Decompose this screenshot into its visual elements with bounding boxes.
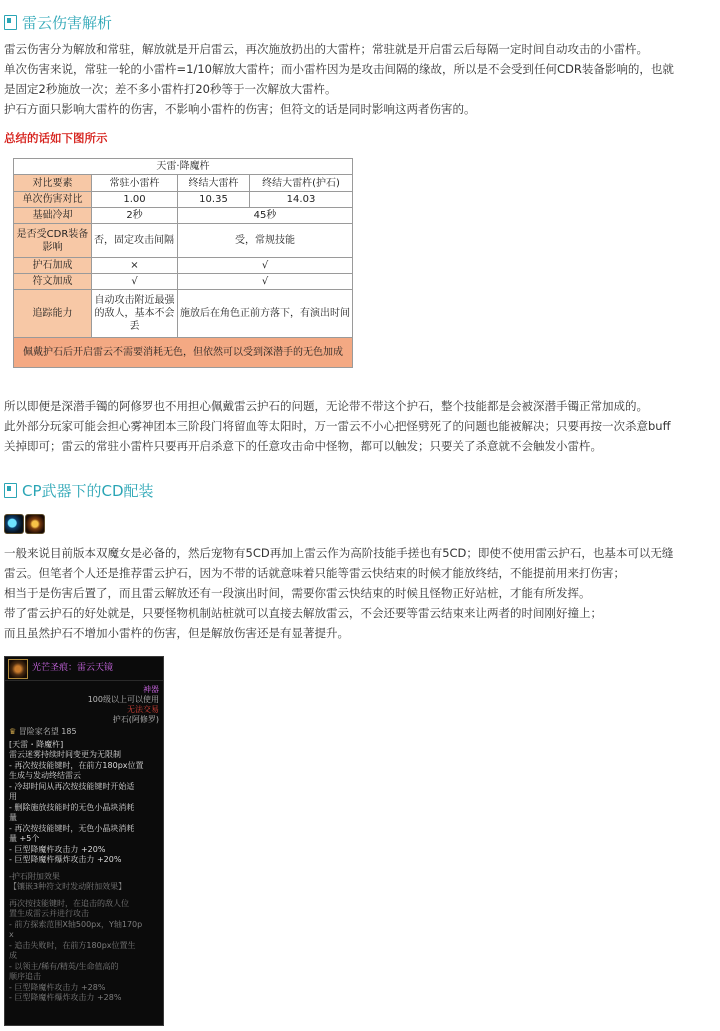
paragraph-line: 所以即便是深潜手镯的阿修罗也不用担心佩戴雷云护石的问题，无论带不带这个护石，整个技能都是会被深潜手镯正常加成的。 xyxy=(4,399,648,413)
tooltip-line: - 前方探索范围X轴500px，Y轴170p xyxy=(9,919,143,929)
tooltip-line: 量 xyxy=(9,813,17,822)
table-row-label: 基础冷却 xyxy=(14,208,92,224)
tooltip-line: 顺序追击 xyxy=(9,972,41,981)
blue-orb-item-icon xyxy=(4,514,24,534)
paragraph-block-2 xyxy=(4,396,716,456)
skill-comparison-table xyxy=(13,158,353,368)
tooltip-line: 生成与发动终结雷云 xyxy=(9,771,81,780)
paragraph-line: 带了雷云护石的好处就是，只要怪物机制站桩就可以直接去解放雷云，不会还要等雷云结束来让两者的时间刚好撞上； xyxy=(4,606,602,620)
item-tooltip xyxy=(4,656,164,1026)
tooltip-line: - 冷却时间从再次按技能键时开始适 xyxy=(9,781,135,791)
table-cell: √ xyxy=(178,258,353,274)
paragraph-line: 雷云伤害分为解放和常驻，解放就是开启雷云，再次施放扔出的大雷杵；常驻就是开启雷云后每隔一定时间自动攻击的小雷杵。 xyxy=(4,42,648,56)
tooltip-line: - 巨型降魔杵爆炸攻击力 +20% xyxy=(9,855,122,864)
table-cell: 自动攻击附近最强的敌人，基本不会丢 xyxy=(92,290,178,338)
item-name: 光芒圣痕：雷云天镜 xyxy=(32,663,114,674)
table-cell: 45秒 xyxy=(178,208,353,224)
tooltip-line: 置生成雷云并进行攻击 xyxy=(9,909,89,918)
table-cell: 10.35 xyxy=(178,192,250,208)
paragraph-block-1 xyxy=(4,39,716,119)
paragraph-line: 是固定2秒施放一次；差不多小雷杵打20秒等于一次解放大雷杵。 xyxy=(4,82,337,96)
table-header: 终结大雷杵(护石) xyxy=(250,175,353,192)
fame-icon: ♛ xyxy=(9,727,17,736)
table-row-label: 单次伤害对比 xyxy=(14,192,92,208)
tooltip-line: 成 xyxy=(9,951,17,960)
paragraph-line: 一般来说目前版本双魔女是必备的，然后宠物有5CD再加上雷云作为高阶技能手搓也有5CD；即使不使用雷云护石，也基本可以无缝 xyxy=(4,546,674,560)
tooltip-line: -护石附加效果 xyxy=(9,871,60,881)
paragraph-line: 单次伤害来说，常驻一轮的小雷杵=1/10解放大雷杵；而小雷杵因为是攻击间隔的缘故，所以是不会受到任何CDR装备影响的，也就 xyxy=(4,62,674,76)
table-header: 常驻小雷杵 xyxy=(92,175,178,192)
tooltip-line: 雷云迷雾持续时间变更为无限制 xyxy=(9,750,121,759)
section-title-text: 雷云伤害解析 xyxy=(22,14,113,32)
tooltip-line: - 删除施放技能时的无色小晶块消耗 xyxy=(9,802,135,812)
tooltip-line: - 巨型降魔杵爆炸攻击力 +28% xyxy=(9,993,122,1002)
tooltip-line: - 追击失败时，在前方180px位置生 xyxy=(9,940,136,950)
table-cell: 14.03 xyxy=(250,192,353,208)
paragraph-line: 关掉即可；雷云的常驻小雷杵只要再开启杀意下的任意攻击命中怪物，都可以触发；只要关了杀意就不会触发小雷杵。 xyxy=(4,439,602,453)
tooltip-line: 再次按技能键时，在追击的敌人位 xyxy=(9,898,129,908)
table-row-label: 护石加成 xyxy=(14,258,92,274)
table-cell: 1.00 xyxy=(92,192,178,208)
tooltip-line: - 再次按技能键时，在前方180px位置 xyxy=(9,760,144,770)
tooltip-line: - 巨型降魔杵攻击力 +20% xyxy=(9,844,106,854)
table-cell: 施放后在角色正前方落下，有演出时间 xyxy=(178,290,353,338)
table-cell: √ xyxy=(92,274,178,290)
paragraph-line: 雷云。但笔者个人还是推荐雷云护石，因为不带的话就意味着只能等雷云快结束的时候才能放终结，不能提前用来打伤害； xyxy=(4,566,625,580)
table-note: 佩戴护石后开启雷云不需要消耗无色，但依然可以受到深潜手的无色加成 xyxy=(14,338,353,368)
table-cell: 否，固定攻击间隔 xyxy=(92,224,178,258)
tooltip-line: 用 xyxy=(9,792,17,801)
item-trade-status: 无法交易 xyxy=(127,705,159,714)
table-cell: 2秒 xyxy=(92,208,178,224)
tooltip-line: x xyxy=(9,930,14,939)
document-icon xyxy=(4,15,17,30)
table-header: 对比要素 xyxy=(14,175,92,192)
table-cell: √ xyxy=(178,274,353,290)
table-cell: 受，常规技能 xyxy=(178,224,353,258)
summary-highlight: 总结的话如下图所示 xyxy=(4,131,108,145)
table-row-label: 追踪能力 xyxy=(14,290,92,338)
tooltip-line: 量 +5个 xyxy=(9,834,40,843)
section-title-text: CP武器下的CD配装 xyxy=(22,482,154,500)
tooltip-line: - 以领主/稀有/精英/生命值高的 xyxy=(9,961,119,971)
item-icons xyxy=(4,514,46,534)
tooltip-header xyxy=(5,657,163,681)
paragraph-line: 此外部分玩家可能会担心雾神团本三阶段门将留血等太阳时，万一雷云不小心把怪劈死了的问题也能被解决；只要再按一次杀意buff xyxy=(4,419,671,433)
fame-text: 冒险家名望 185 xyxy=(18,727,77,736)
paragraph-line: 相当于是伤害后置了，而且雷云解放还有一段演出时间，需要你雷云快结束的时候且怪物正好站桩，才能有所发挥。 xyxy=(4,586,591,600)
table-title: 天雷·降魔杵 xyxy=(14,159,353,175)
table-row-label: 是否受CDR装备影响 xyxy=(14,224,92,258)
table-cell: × xyxy=(92,258,178,274)
talisman-item-icon xyxy=(8,659,28,679)
section-title-cp-weapon xyxy=(4,480,154,501)
paragraph-line: 而且虽然护石不增加小雷杵的伤害，但是解放伤害还是有显著提升。 xyxy=(4,626,349,640)
item-level-requirement: 100级以上可以使用 xyxy=(87,695,159,704)
tooltip-line: 【镶嵌3种符文时发动附加效果】 xyxy=(9,882,127,891)
tooltip-body xyxy=(5,727,163,1004)
document-icon xyxy=(4,483,17,498)
section-title-leiyun xyxy=(4,12,112,33)
paragraph-line: 护石方面只影响大雷杵的伤害，不影响小雷杵的伤害；但符文的话是同时影响这两者伤害的。 xyxy=(4,102,476,116)
tooltip-line: - 巨型降魔杵攻击力 +28% xyxy=(9,982,106,992)
table-row-label: 符文加成 xyxy=(14,274,92,290)
gold-weapon-item-icon xyxy=(25,514,45,534)
paragraph-block-3 xyxy=(4,543,716,643)
tooltip-line: [天雷・降魔杵] xyxy=(9,739,64,749)
tooltip-line: - 再次按技能键时，无色小晶块消耗 xyxy=(9,823,135,833)
item-rarity: 神器 xyxy=(143,685,159,694)
item-meta xyxy=(5,685,163,725)
adventurer-fame xyxy=(9,727,159,738)
table-header: 终结大雷杵 xyxy=(178,175,250,192)
item-type: 护石(阿修罗) xyxy=(112,715,159,724)
